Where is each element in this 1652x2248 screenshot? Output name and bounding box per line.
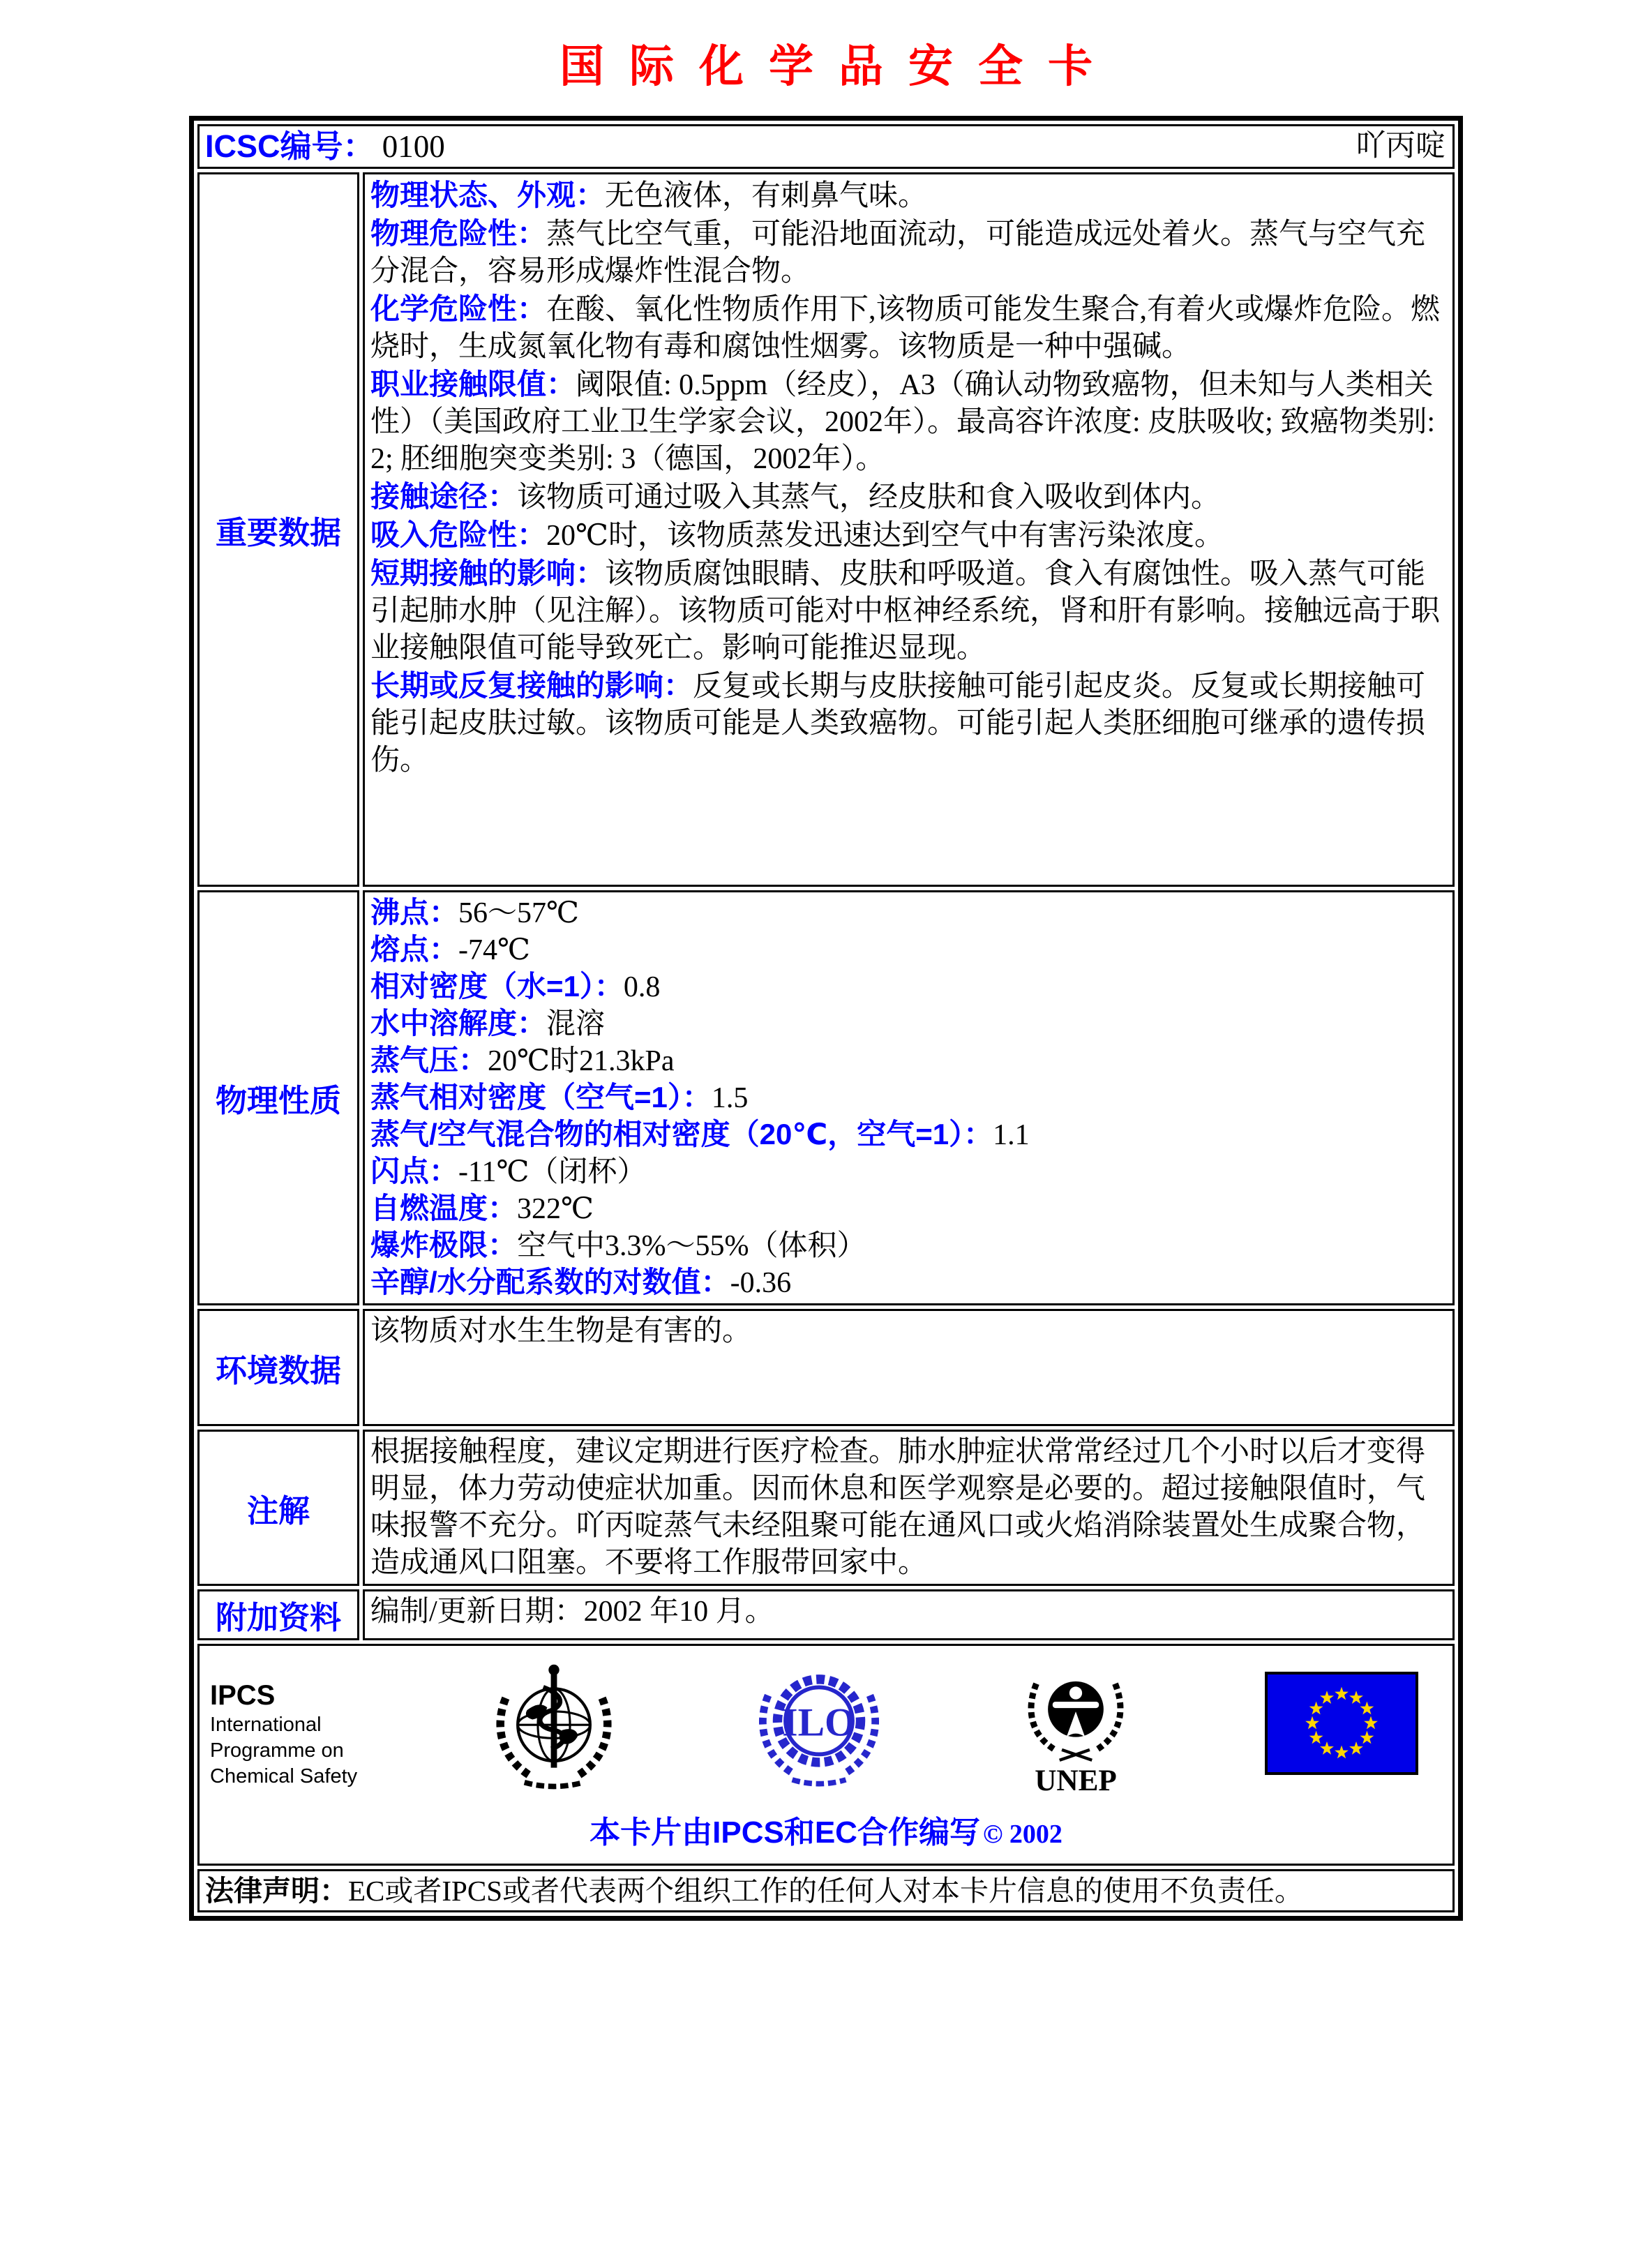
ipcs-line: Programme on <box>210 1739 344 1762</box>
eu-flag <box>1265 1672 1418 1775</box>
icsc-number-value: 0100 <box>382 129 445 164</box>
unep-letters: UNEP <box>1035 1764 1118 1797</box>
icsc-number-label: ICSC编号： <box>205 128 375 164</box>
page-title: 国际化学品安全卡 <box>560 41 1118 91</box>
ipcs-line: Chemical Safety <box>210 1765 358 1788</box>
field-inhalation-risk: 吸入危险性：20℃时，该物质蒸发迅速达到空气中有害污染浓度。 <box>370 518 1224 552</box>
field-autoignition-temp: 自燃温度：322℃ <box>370 1192 594 1225</box>
who-logo <box>487 1661 621 1794</box>
field-vapor-pressure: 蒸气压：20℃时21.3kPa <box>370 1044 675 1077</box>
environmental-data-text: 该物质对水生生物是有害的。 <box>370 1315 752 1347</box>
section-label: 环境数据 <box>215 1352 341 1388</box>
field-long-term-effects: 长期或反复接触的影响：反复或长期与皮肤接触可能引起皮炎。反复或长期接触可能引起皮肤过敏。该物质可能是人类致癌物。可能引起人类胚细胞可继承的遗传损伤。 <box>370 669 1426 777</box>
additional-info-content-cell <box>363 1589 1455 1640</box>
ipcs-text-block <box>210 1661 357 1790</box>
copyright-text: © 2002 <box>982 1820 1062 1849</box>
ilo-letters: ILO <box>781 1700 856 1745</box>
important-data-text <box>370 177 1446 883</box>
environmental-data-label-cell <box>197 1309 359 1426</box>
ilo-logo <box>751 1661 887 1794</box>
field-physical-state: 物理状态、外观：无色液体，有刺鼻气味。 <box>370 179 928 212</box>
eu-flag-wrap <box>1265 1661 1418 1775</box>
notes-label-cell <box>197 1430 359 1586</box>
field-physical-hazard: 物理危险性：蒸气比空气重，可能沿地面流动，可能造成远处着火。蒸气与空气充分混合，容易形成爆炸性混合物。 <box>370 217 1426 287</box>
unep-logo <box>1016 1661 1135 1797</box>
legal-row <box>197 1869 1455 1912</box>
legal-cell <box>197 1869 1455 1912</box>
field-water-solubility: 水中溶解度：混溶 <box>370 1007 606 1040</box>
environmental-data-content-cell <box>363 1309 1455 1426</box>
header-row <box>197 124 1455 169</box>
important-data-content-cell <box>363 172 1455 887</box>
section-label: 物理性质 <box>215 1083 341 1118</box>
chemical-name: 吖丙啶 <box>1356 130 1446 163</box>
physical-properties-content-cell <box>363 890 1455 1305</box>
field-melting-point: 熔点：-74℃ <box>370 933 530 966</box>
ipcs-line: International <box>210 1714 322 1736</box>
field-boiling-point: 沸点：56～57℃ <box>370 896 579 929</box>
field-vapor-air-density: 蒸气/空气混合物的相对密度（20℃，空气=1）：1.1 <box>370 1118 1030 1151</box>
important-data-label-cell <box>197 172 359 887</box>
logos-cell <box>197 1644 1455 1866</box>
section-label: 注解 <box>246 1492 310 1529</box>
credit-line <box>200 1797 1452 1863</box>
additional-info-row <box>197 1589 1455 1640</box>
field-octanol-water: 辛醇/水分配系数的对数值：-0.36 <box>370 1266 792 1299</box>
field-relative-density: 相对密度（水=1）：0.8 <box>370 970 661 1003</box>
notes-row <box>197 1430 1455 1586</box>
physical-properties-label-cell <box>197 890 359 1305</box>
field-explosive-limits: 爆炸极限：空气中3.3%～55%（体积） <box>370 1229 866 1262</box>
important-data-row <box>197 172 1455 887</box>
additional-info-label-cell <box>197 1589 359 1640</box>
section-label: 附加资料 <box>215 1600 341 1635</box>
environmental-data-row <box>197 1309 1455 1426</box>
field-vapor-density: 蒸气相对密度（空气=1）：1.5 <box>370 1081 749 1114</box>
legal-text: EC或者IPCS或者代表两个组织工作的任何人对本卡片信息的使用不负责任。 <box>348 1875 1303 1907</box>
notes-text: 根据接触程度，建议定期进行医疗检查。肺水肿症状常常经过几个小时以后才变得明显，体力劳动使症状加重。因而休息和医学观察是必要的。超过接触限值时，气味报警不充分。吖丙啶蒸气未经阻聚可能在通风口或火焰消除装置处生成聚合物，造成通风口阻塞。不要将工作服带回家中。 <box>370 1436 1426 1579</box>
legal-label: 法律声明： <box>205 1875 348 1907</box>
field-flash-point: 闪点：-11℃（闭杯） <box>370 1155 647 1188</box>
field-exposure-limits: 职业接触限值：阈限值: 0.5ppm（经皮），A3（确认动物致癌物，但未知与人类相关性）（美国政府工业卫生学家会议，2002年）。最高容许浓度: 皮肤吸收; 致癌物类别: 2; 胚细胞突变类别: 3（德国，2002年）。 <box>370 368 1436 475</box>
icsc-number-cell <box>197 124 1455 169</box>
section-label: 重要数据 <box>215 514 341 550</box>
logos-strip <box>200 1647 1452 1797</box>
field-exposure-routes: 接触途径：该物质可通过吸入其蒸气，经皮肤和食入吸收到体内。 <box>370 480 1221 514</box>
physical-properties-row <box>197 890 1455 1305</box>
additional-info-text: 编制/更新日期：2002 年10 月。 <box>370 1596 774 1628</box>
icsc-table <box>189 116 1463 1921</box>
notes-content-cell <box>363 1430 1455 1586</box>
credit-text: 本卡片由IPCS和EC合作编写 <box>590 1815 980 1850</box>
field-short-term-effects: 短期接触的影响：该物质腐蚀眼睛、皮肤和呼吸道。食入有腐蚀性。吸入蒸气可能引起肺水肿（见注解）。该物质可能对中枢神经系统，肾和肝有影响。接触远高于职业接触限值可能导致死亡。影响可能推迟显现。 <box>370 557 1441 664</box>
ipcs-acronym: IPCS <box>210 1680 276 1711</box>
logos-row <box>197 1644 1455 1866</box>
field-chemical-hazard: 化学危险性：在酸、氧化性物质作用下,该物质可能发生聚合,有着火或爆炸危险。燃烧时，生成氮氧化物有毒和腐蚀性烟雾。该物质是一种中强碱。 <box>370 292 1441 363</box>
